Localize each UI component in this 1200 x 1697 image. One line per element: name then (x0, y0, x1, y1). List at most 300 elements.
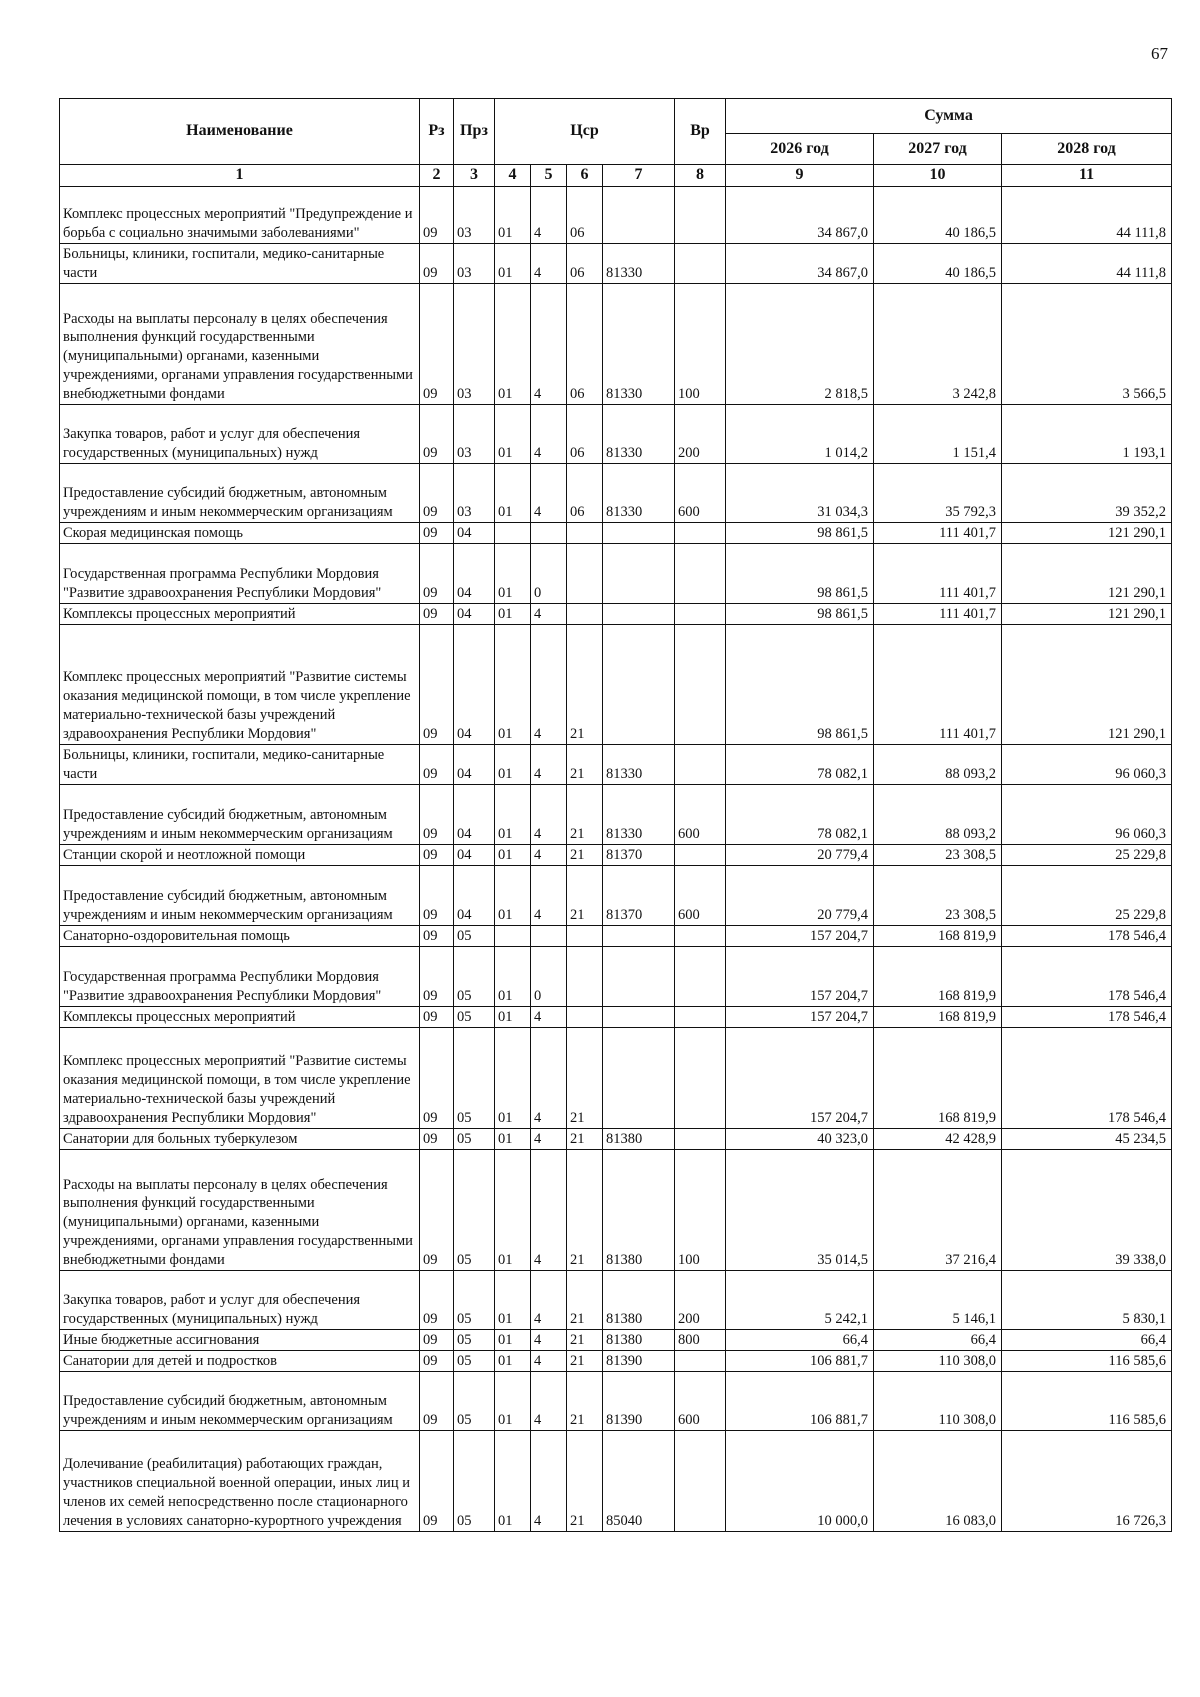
page-number: 67 (1151, 44, 1168, 63)
row-csr-1: 01 (495, 543, 531, 603)
row-rz: 09 (420, 925, 454, 946)
row-vr (675, 925, 726, 946)
row-prz: 03 (454, 243, 495, 283)
row-amount-2027: 16 083,0 (874, 1430, 1002, 1531)
row-csr-4: 81330 (603, 283, 675, 404)
row-prz: 03 (454, 186, 495, 243)
row-csr-1 (495, 522, 531, 543)
row-vr (675, 603, 726, 624)
row-amount-2028: 178 546,4 (1002, 1027, 1172, 1128)
row-amount-2026: 66,4 (726, 1329, 874, 1350)
row-amount-2028: 16 726,3 (1002, 1430, 1172, 1531)
row-csr-3 (567, 946, 603, 1006)
row-rz: 09 (420, 1006, 454, 1027)
row-amount-2028: 121 290,1 (1002, 624, 1172, 744)
row-rz: 09 (420, 543, 454, 603)
row-amount-2027: 168 819,9 (874, 1006, 1002, 1027)
table-row (60, 744, 1172, 784)
row-csr-4 (603, 603, 675, 624)
row-csr-1: 01 (495, 624, 531, 744)
row-csr-1: 01 (495, 186, 531, 243)
row-vr: 100 (675, 283, 726, 404)
row-csr-2: 4 (531, 865, 567, 925)
row-csr-2: 4 (531, 624, 567, 744)
row-prz: 04 (454, 522, 495, 543)
row-rz: 09 (420, 186, 454, 243)
row-prz: 05 (454, 1006, 495, 1027)
col-number: 6 (567, 165, 603, 187)
table-row (60, 1027, 1172, 1128)
row-csr-1: 01 (495, 744, 531, 784)
col-number: 9 (726, 165, 874, 187)
row-prz: 05 (454, 1128, 495, 1149)
row-name: Комплекс процессных мероприятий "Развитие системы оказания медицинской помощи, в том числе укрепление материально-технической базы учреждений здравоохранения Республики Мордовия" (60, 624, 420, 744)
row-vr: 600 (675, 784, 726, 844)
row-csr-2: 4 (531, 744, 567, 784)
row-amount-2028: 116 585,6 (1002, 1371, 1172, 1430)
table-row (60, 404, 1172, 463)
row-amount-2026: 98 861,5 (726, 624, 874, 744)
row-rz: 09 (420, 1371, 454, 1430)
row-prz: 03 (454, 463, 495, 522)
row-rz: 09 (420, 283, 454, 404)
row-amount-2027: 40 186,5 (874, 186, 1002, 243)
row-amount-2028: 96 060,3 (1002, 744, 1172, 784)
header-rz: Рз (420, 99, 454, 165)
row-amount-2027: 40 186,5 (874, 243, 1002, 283)
row-prz: 05 (454, 1329, 495, 1350)
row-vr: 600 (675, 1371, 726, 1430)
row-name: Предоставление субсидий бюджетным, автономным учреждениям и иным некоммерческим организациям (60, 865, 420, 925)
row-amount-2026: 10 000,0 (726, 1430, 874, 1531)
row-name: Предоставление субсидий бюджетным, автономным учреждениям и иным некоммерческим организациям (60, 463, 420, 522)
col-number: 3 (454, 165, 495, 187)
row-csr-4 (603, 543, 675, 603)
row-rz: 09 (420, 1128, 454, 1149)
row-amount-2026: 157 204,7 (726, 925, 874, 946)
row-rz: 09 (420, 603, 454, 624)
row-csr-3: 21 (567, 744, 603, 784)
row-name: Государственная программа Республики Мордовия "Развитие здравоохранения Республики Мордовия" (60, 946, 420, 1006)
table-row (60, 243, 1172, 283)
row-csr-4 (603, 946, 675, 1006)
row-amount-2026: 157 204,7 (726, 1027, 874, 1128)
row-csr-2: 4 (531, 283, 567, 404)
row-vr: 100 (675, 1149, 726, 1270)
row-prz: 04 (454, 865, 495, 925)
row-vr (675, 1128, 726, 1149)
row-amount-2028: 1 193,1 (1002, 404, 1172, 463)
row-rz: 09 (420, 522, 454, 543)
row-name: Больницы, клиники, госпитали, медико-санитарные части (60, 243, 420, 283)
budget-table (59, 98, 1172, 1532)
row-amount-2026: 78 082,1 (726, 784, 874, 844)
row-prz: 04 (454, 744, 495, 784)
row-csr-2: 4 (531, 243, 567, 283)
row-vr (675, 844, 726, 865)
row-csr-2: 4 (531, 404, 567, 463)
col-number: 5 (531, 165, 567, 187)
row-rz: 09 (420, 1149, 454, 1270)
row-csr-2: 4 (531, 463, 567, 522)
row-amount-2028: 39 352,2 (1002, 463, 1172, 522)
row-amount-2028: 96 060,3 (1002, 784, 1172, 844)
table-row (60, 1350, 1172, 1371)
row-csr-3: 21 (567, 844, 603, 865)
row-amount-2028: 121 290,1 (1002, 603, 1172, 624)
row-csr-3: 21 (567, 865, 603, 925)
table-row (60, 543, 1172, 603)
row-vr (675, 1350, 726, 1371)
row-prz: 05 (454, 1371, 495, 1430)
row-prz: 04 (454, 603, 495, 624)
header-year-2026: 2026 год (726, 134, 874, 165)
col-number: 1 (60, 165, 420, 187)
row-csr-4 (603, 522, 675, 543)
row-csr-3: 21 (567, 1128, 603, 1149)
row-amount-2028: 178 546,4 (1002, 925, 1172, 946)
row-rz: 09 (420, 946, 454, 1006)
row-prz: 04 (454, 624, 495, 744)
row-csr-3: 06 (567, 404, 603, 463)
row-name: Расходы на выплаты персоналу в целях обеспечения выполнения функций государственными (муниципальными) органами, казенными учреждениями, органами управления государственными внебюджетными фондами (60, 1149, 420, 1270)
table-row (60, 946, 1172, 1006)
row-csr-1: 01 (495, 1149, 531, 1270)
row-prz: 05 (454, 1027, 495, 1128)
row-rz: 09 (420, 784, 454, 844)
col-number: 4 (495, 165, 531, 187)
row-csr-4 (603, 1027, 675, 1128)
table-row (60, 522, 1172, 543)
row-vr: 200 (675, 1270, 726, 1329)
row-amount-2028: 178 546,4 (1002, 1006, 1172, 1027)
row-name: Скорая медицинская помощь (60, 522, 420, 543)
row-csr-3 (567, 522, 603, 543)
row-amount-2027: 111 401,7 (874, 603, 1002, 624)
row-amount-2026: 157 204,7 (726, 946, 874, 1006)
row-vr (675, 186, 726, 243)
row-amount-2026: 1 014,2 (726, 404, 874, 463)
col-number: 11 (1002, 165, 1172, 187)
row-csr-2: 4 (531, 1128, 567, 1149)
table-row (60, 844, 1172, 865)
row-prz: 04 (454, 844, 495, 865)
row-csr-3: 21 (567, 624, 603, 744)
row-name: Закупка товаров, работ и услуг для обеспечения государственных (муниципальных) нужд (60, 404, 420, 463)
row-prz: 04 (454, 543, 495, 603)
table-row (60, 1128, 1172, 1149)
row-csr-1: 01 (495, 1006, 531, 1027)
row-csr-3: 21 (567, 1430, 603, 1531)
row-csr-4 (603, 186, 675, 243)
row-amount-2027: 1 151,4 (874, 404, 1002, 463)
row-csr-3: 21 (567, 1350, 603, 1371)
row-csr-4 (603, 624, 675, 744)
row-vr (675, 946, 726, 1006)
row-amount-2027: 37 216,4 (874, 1149, 1002, 1270)
row-csr-1: 01 (495, 1027, 531, 1128)
table-row (60, 283, 1172, 404)
row-csr-3: 06 (567, 463, 603, 522)
row-vr (675, 1006, 726, 1027)
col-number: 10 (874, 165, 1002, 187)
row-prz: 05 (454, 1149, 495, 1270)
header-year-2027: 2027 год (874, 134, 1002, 165)
row-amount-2027: 110 308,0 (874, 1350, 1002, 1371)
row-csr-2: 4 (531, 844, 567, 865)
row-amount-2027: 5 146,1 (874, 1270, 1002, 1329)
row-csr-2: 4 (531, 1371, 567, 1430)
table-row (60, 1006, 1172, 1027)
row-amount-2027: 88 093,2 (874, 784, 1002, 844)
row-csr-3 (567, 1006, 603, 1027)
row-csr-2: 4 (531, 784, 567, 844)
row-csr-1 (495, 925, 531, 946)
row-rz: 09 (420, 744, 454, 784)
header-vr: Вр (675, 99, 726, 165)
row-csr-1: 01 (495, 243, 531, 283)
row-prz: 05 (454, 1270, 495, 1329)
row-amount-2027: 3 242,8 (874, 283, 1002, 404)
row-csr-3: 06 (567, 186, 603, 243)
row-amount-2028: 25 229,8 (1002, 865, 1172, 925)
table-row (60, 1149, 1172, 1270)
row-csr-2: 4 (531, 1270, 567, 1329)
row-amount-2028: 44 111,8 (1002, 186, 1172, 243)
row-csr-3: 21 (567, 784, 603, 844)
row-rz: 09 (420, 1430, 454, 1531)
row-csr-2 (531, 925, 567, 946)
row-csr-2: 4 (531, 186, 567, 243)
row-rz: 09 (420, 1350, 454, 1371)
row-amount-2026: 78 082,1 (726, 744, 874, 784)
row-rz: 09 (420, 1027, 454, 1128)
row-amount-2027: 168 819,9 (874, 925, 1002, 946)
row-amount-2027: 111 401,7 (874, 543, 1002, 603)
row-csr-3: 21 (567, 1329, 603, 1350)
row-amount-2026: 34 867,0 (726, 186, 874, 243)
row-csr-2: 4 (531, 603, 567, 624)
row-vr (675, 522, 726, 543)
row-vr: 600 (675, 463, 726, 522)
table-row (60, 784, 1172, 844)
row-csr-3 (567, 543, 603, 603)
row-amount-2027: 35 792,3 (874, 463, 1002, 522)
row-name: Государственная программа Республики Мордовия "Развитие здравоохранения Республики Мордовия" (60, 543, 420, 603)
row-rz: 09 (420, 1329, 454, 1350)
table-row (60, 624, 1172, 744)
row-amount-2026: 40 323,0 (726, 1128, 874, 1149)
col-number: 7 (603, 165, 675, 187)
row-amount-2028: 121 290,1 (1002, 543, 1172, 603)
row-amount-2028: 66,4 (1002, 1329, 1172, 1350)
row-amount-2026: 98 861,5 (726, 522, 874, 543)
row-amount-2026: 5 242,1 (726, 1270, 874, 1329)
row-csr-4 (603, 925, 675, 946)
row-amount-2028: 39 338,0 (1002, 1149, 1172, 1270)
row-csr-1: 01 (495, 404, 531, 463)
row-amount-2028: 178 546,4 (1002, 946, 1172, 1006)
row-csr-2: 0 (531, 946, 567, 1006)
row-prz: 05 (454, 1430, 495, 1531)
row-vr: 200 (675, 404, 726, 463)
row-prz: 03 (454, 283, 495, 404)
row-amount-2026: 34 867,0 (726, 243, 874, 283)
row-amount-2026: 2 818,5 (726, 283, 874, 404)
row-csr-3 (567, 925, 603, 946)
row-csr-3: 06 (567, 283, 603, 404)
row-csr-4: 81330 (603, 744, 675, 784)
table-row (60, 1371, 1172, 1430)
row-csr-1: 01 (495, 463, 531, 522)
col-number: 8 (675, 165, 726, 187)
row-name: Предоставление субсидий бюджетным, автономным учреждениям и иным некоммерческим организациям (60, 1371, 420, 1430)
row-name: Предоставление субсидий бюджетным, автономным учреждениям и иным некоммерческим организациям (60, 784, 420, 844)
row-amount-2026: 20 779,4 (726, 844, 874, 865)
row-amount-2028: 44 111,8 (1002, 243, 1172, 283)
row-name: Санатории для больных туберкулезом (60, 1128, 420, 1149)
row-vr (675, 624, 726, 744)
row-csr-1: 01 (495, 1329, 531, 1350)
table-row (60, 1270, 1172, 1329)
row-csr-1: 01 (495, 844, 531, 865)
col-number: 2 (420, 165, 454, 187)
table-body (60, 186, 1172, 1531)
row-amount-2027: 111 401,7 (874, 624, 1002, 744)
row-rz: 09 (420, 404, 454, 463)
table-row (60, 1430, 1172, 1531)
row-amount-2027: 111 401,7 (874, 522, 1002, 543)
row-amount-2028: 3 566,5 (1002, 283, 1172, 404)
row-csr-4: 81330 (603, 463, 675, 522)
row-csr-1: 01 (495, 1128, 531, 1149)
row-vr (675, 543, 726, 603)
row-csr-4: 81390 (603, 1371, 675, 1430)
row-amount-2028: 45 234,5 (1002, 1128, 1172, 1149)
row-amount-2027: 42 428,9 (874, 1128, 1002, 1149)
row-csr-2 (531, 522, 567, 543)
row-amount-2027: 66,4 (874, 1329, 1002, 1350)
row-amount-2027: 23 308,5 (874, 844, 1002, 865)
row-csr-4: 81380 (603, 1270, 675, 1329)
row-csr-4: 81380 (603, 1128, 675, 1149)
row-amount-2027: 88 093,2 (874, 744, 1002, 784)
row-csr-1: 01 (495, 603, 531, 624)
row-vr (675, 744, 726, 784)
row-amount-2028: 5 830,1 (1002, 1270, 1172, 1329)
row-csr-4: 81390 (603, 1350, 675, 1371)
row-amount-2027: 168 819,9 (874, 1027, 1002, 1128)
row-prz: 05 (454, 1350, 495, 1371)
row-csr-4: 81330 (603, 243, 675, 283)
row-name: Санаторно-оздоровительная помощь (60, 925, 420, 946)
row-csr-2: 4 (531, 1329, 567, 1350)
row-csr-2: 4 (531, 1350, 567, 1371)
row-amount-2026: 20 779,4 (726, 865, 874, 925)
row-vr (675, 243, 726, 283)
row-csr-3: 21 (567, 1027, 603, 1128)
row-name: Иные бюджетные ассигнования (60, 1329, 420, 1350)
row-name: Комплексы процессных мероприятий (60, 1006, 420, 1027)
row-csr-1: 01 (495, 283, 531, 404)
row-name: Расходы на выплаты персоналу в целях обеспечения выполнения функций государственными (муниципальными) органами, казенными учреждениями, органами управления государственными внебюджетными фондами (60, 283, 420, 404)
row-rz: 09 (420, 865, 454, 925)
row-csr-4 (603, 1006, 675, 1027)
row-amount-2027: 168 819,9 (874, 946, 1002, 1006)
table-row (60, 463, 1172, 522)
row-prz: 04 (454, 784, 495, 844)
row-csr-1: 01 (495, 865, 531, 925)
row-name: Комплекс процессных мероприятий "Предупреждение и борьба с социально значимыми заболеваниями" (60, 186, 420, 243)
header-name: Наименование (60, 99, 420, 165)
row-amount-2028: 116 585,6 (1002, 1350, 1172, 1371)
row-amount-2026: 98 861,5 (726, 543, 874, 603)
row-csr-3: 06 (567, 243, 603, 283)
row-prz: 05 (454, 946, 495, 1006)
row-name: Закупка товаров, работ и услуг для обеспечения государственных (муниципальных) нужд (60, 1270, 420, 1329)
row-amount-2026: 31 034,3 (726, 463, 874, 522)
row-csr-4: 81380 (603, 1149, 675, 1270)
row-csr-1: 01 (495, 784, 531, 844)
row-rz: 09 (420, 463, 454, 522)
row-csr-1: 01 (495, 1350, 531, 1371)
row-csr-1: 01 (495, 1270, 531, 1329)
header-sum: Сумма (726, 99, 1172, 134)
row-csr-1: 01 (495, 946, 531, 1006)
table-row (60, 603, 1172, 624)
row-amount-2026: 106 881,7 (726, 1371, 874, 1430)
table-row (60, 865, 1172, 925)
row-name: Санатории для детей и подростков (60, 1350, 420, 1371)
row-csr-2: 4 (531, 1006, 567, 1027)
row-prz: 03 (454, 404, 495, 463)
row-rz: 09 (420, 243, 454, 283)
row-csr-4: 81330 (603, 404, 675, 463)
row-csr-4: 81330 (603, 784, 675, 844)
row-name: Комплексы процессных мероприятий (60, 603, 420, 624)
row-vr (675, 1430, 726, 1531)
row-csr-2: 4 (531, 1149, 567, 1270)
row-rz: 09 (420, 624, 454, 744)
row-csr-1: 01 (495, 1371, 531, 1430)
row-csr-3: 21 (567, 1371, 603, 1430)
row-name: Станции скорой и неотложной помощи (60, 844, 420, 865)
header-csr: Цср (495, 99, 675, 165)
row-prz: 05 (454, 925, 495, 946)
row-name: Комплекс процессных мероприятий "Развитие системы оказания медицинской помощи, в том числе укрепление материально-технической базы учреждений здравоохранения Республики Мордовия" (60, 1027, 420, 1128)
row-name: Долечивание (реабилитация) работающих граждан, участников специальной военной операции, иных лиц и членов их семей непосредственно после стационарного лечения в условиях санаторно-курортного учреждения (60, 1430, 420, 1531)
row-amount-2026: 157 204,7 (726, 1006, 874, 1027)
row-amount-2026: 106 881,7 (726, 1350, 874, 1371)
row-csr-3: 21 (567, 1149, 603, 1270)
row-csr-1: 01 (495, 1430, 531, 1531)
row-csr-2: 0 (531, 543, 567, 603)
row-rz: 09 (420, 844, 454, 865)
row-amount-2026: 98 861,5 (726, 603, 874, 624)
row-csr-2: 4 (531, 1027, 567, 1128)
row-rz: 09 (420, 1270, 454, 1329)
row-csr-4: 81370 (603, 865, 675, 925)
row-vr: 800 (675, 1329, 726, 1350)
table-row (60, 186, 1172, 243)
row-csr-3: 21 (567, 1270, 603, 1329)
row-amount-2027: 23 308,5 (874, 865, 1002, 925)
row-amount-2027: 110 308,0 (874, 1371, 1002, 1430)
table-row (60, 925, 1172, 946)
row-amount-2028: 25 229,8 (1002, 844, 1172, 865)
row-vr: 600 (675, 865, 726, 925)
row-amount-2026: 35 014,5 (726, 1149, 874, 1270)
